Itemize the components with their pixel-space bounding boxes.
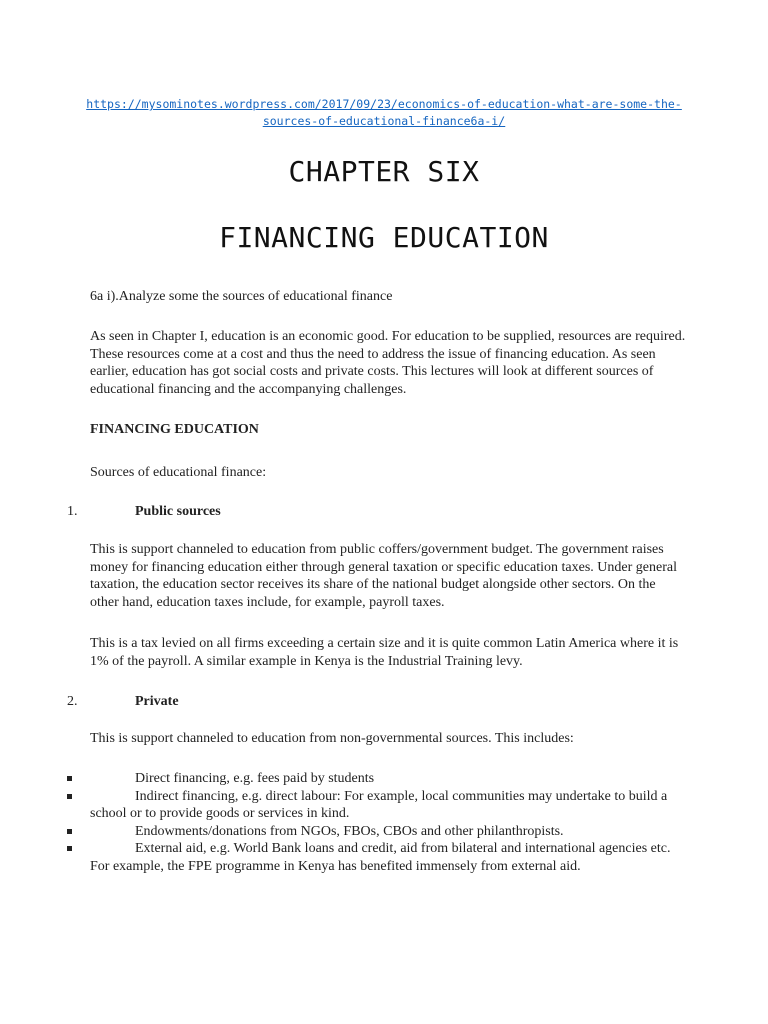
list-item-private	[67, 694, 179, 710]
source-url-line-2[interactable]: sources-of-educational-finance6a-i/	[262, 114, 506, 128]
sources-intro: Sources of educational finance:	[90, 465, 267, 480]
list-item-text: External aid, e.g. World Bank loans and credit, aid from bilateral and international agencies etc. For example, the FPE programme in Kenya has benefited immensely from external aid.	[90, 841, 671, 874]
list-item-public-sources	[67, 504, 221, 520]
square-bullet-icon	[67, 794, 72, 799]
list-item-text: Direct financing, e.g. fees paid by students	[135, 771, 375, 786]
public-sources-paragraph-1: This is support channeled to education from public coffers/government budget. The government raises money for financing education either through general taxation or specific education taxes. Under general taxation, the education sector receives its share of the national budget alongside other sectors. On the other hand, education taxes include, for example, payroll taxes.	[90, 542, 677, 610]
source-url-line-1[interactable]: https://mysominotes.wordpress.com/2017/09/23/economics-of-education-what-are-some-the-	[86, 97, 682, 111]
chapter-label: CHAPTER SIX	[288, 155, 480, 188]
list-item	[90, 840, 686, 875]
public-sources-paragraph-2: This is a tax levied on all firms exceeding a certain size and it is quite common Latin America where it is 1% of the payroll. A similar example in Kenya is the Industrial Training levy.	[90, 636, 679, 669]
list-item-number: 2.	[67, 694, 78, 709]
objective-text: 6a i).Analyze some the sources of educational finance	[90, 289, 393, 304]
intro-paragraph: As seen in Chapter I, education is an economic good. For education to be supplied, resources are required. These resources come at a cost and thus the need to address the issue of financing education. As seen earlier, education has got social costs and private costs. This lectures will look at different sources of educational financing and the accompanying challenges.	[90, 329, 686, 397]
private-sources-list	[90, 770, 686, 875]
section-heading: FINANCING EDUCATION	[90, 422, 259, 437]
list-item-text: Indirect financing, e.g. direct labour: For example, local communities may undertake to build a school or to provide goods or services in kind.	[90, 788, 668, 821]
list-item-text: Endowments/donations from NGOs, FBOs, CBOs and other philanthropists.	[135, 823, 564, 839]
list-item	[90, 770, 686, 788]
source-url-link[interactable]	[60, 96, 708, 130]
list-item-label: Public sources	[135, 504, 221, 519]
list-item-label: Private	[135, 694, 179, 709]
list-item-number: 1.	[67, 504, 78, 519]
list-item	[90, 823, 686, 841]
square-bullet-icon	[67, 829, 72, 834]
square-bullet-icon	[67, 776, 72, 781]
private-intro-paragraph: This is support channeled to education from non-governmental sources. This includes:	[90, 731, 574, 746]
square-bullet-icon	[67, 846, 72, 851]
list-item	[90, 788, 686, 823]
chapter-title: FINANCING EDUCATION	[219, 221, 549, 254]
